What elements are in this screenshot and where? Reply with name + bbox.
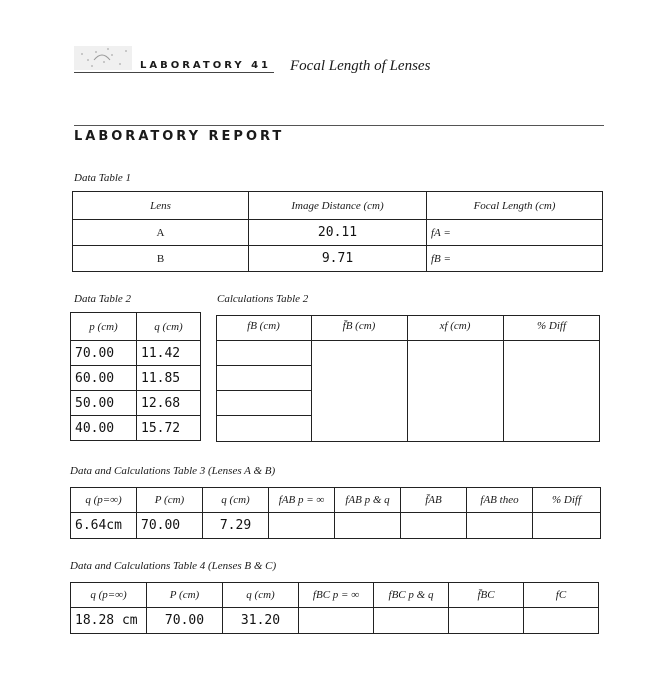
header-pct-diff: % Diff xyxy=(536,320,567,332)
publisher-logo xyxy=(74,46,132,70)
table-row xyxy=(73,220,603,246)
header-q: q (cm) xyxy=(137,313,201,341)
header-fbc-pq: fBC p & q xyxy=(374,583,449,608)
table-row xyxy=(71,513,601,539)
fbc-avg-cell xyxy=(449,608,524,634)
q-cell: 11.85 xyxy=(137,366,201,391)
fab-avg-cell xyxy=(401,513,467,539)
lens-cell: B xyxy=(73,246,249,272)
header-fab-theo: fAB theo xyxy=(467,488,533,513)
focal-length-cell: fB = xyxy=(427,246,603,272)
p-cell: 70.00 xyxy=(147,608,223,634)
data-table-3 xyxy=(70,487,601,539)
p-cell: 40.00 xyxy=(71,416,137,441)
header-fc: fC xyxy=(524,583,599,608)
image-distance-cell: 9.71 xyxy=(249,246,427,272)
lens-cell: A xyxy=(73,220,249,246)
header-fbc-avg: f̄BC xyxy=(449,583,524,608)
lab-number: LABORATORY 41 xyxy=(140,60,272,71)
header-q: q (cm) xyxy=(203,488,269,513)
data-table-4 xyxy=(70,582,599,634)
table3-caption: Data and Calculations Table 3 (Lenses A & B) xyxy=(70,465,276,477)
q-cell: 31.20 xyxy=(223,608,299,634)
p-cell: 70.00 xyxy=(71,341,137,366)
q-cell: 15.72 xyxy=(137,416,201,441)
fbc-pq-cell xyxy=(374,608,449,634)
table-row xyxy=(73,246,603,272)
header-q-inf: q (p=∞) xyxy=(71,488,137,513)
header-fb: fB (cm) xyxy=(247,320,280,332)
p-cell: 50.00 xyxy=(71,391,137,416)
pct-diff-cell xyxy=(533,513,601,539)
fbc-inf-cell xyxy=(299,608,374,634)
data-table-2 xyxy=(70,312,201,441)
header-fab-pq: fAB p & q xyxy=(335,488,401,513)
header-fab-avg: f̄AB xyxy=(401,488,467,513)
q-cell: 7.29 xyxy=(203,513,269,539)
table-row xyxy=(71,366,201,391)
q-cell: 12.68 xyxy=(137,391,201,416)
section-rule xyxy=(74,125,604,126)
header-q: q (cm) xyxy=(223,583,299,608)
header-fbc-inf: fBC p = ∞ xyxy=(299,583,374,608)
table2-caption: Data Table 2 xyxy=(74,293,132,305)
lab-title: Focal Length of Lenses xyxy=(290,58,431,74)
table-row xyxy=(71,391,201,416)
header-fb-avg: f̄B (cm) xyxy=(342,320,376,332)
p-cell: 60.00 xyxy=(71,366,137,391)
header-lens: Lens xyxy=(73,192,249,220)
report-title: LABORATORY REPORT xyxy=(74,129,285,144)
header-q-inf: q (p=∞) xyxy=(71,583,147,608)
focal-length-cell: fA = xyxy=(427,220,603,246)
q-inf-cell: 6.64cm xyxy=(71,513,137,539)
header-p: p (cm) xyxy=(71,313,137,341)
q-cell: 11.42 xyxy=(137,341,201,366)
p-cell: 70.00 xyxy=(137,513,203,539)
image-distance-cell: 20.11 xyxy=(249,220,427,246)
fab-inf-cell xyxy=(269,513,335,539)
table-row xyxy=(71,416,201,441)
calc2-caption: Calculations Table 2 xyxy=(217,293,309,305)
header-pct-diff: % Diff xyxy=(533,488,601,513)
header-fab-inf: fAB p = ∞ xyxy=(269,488,335,513)
header-p: P (cm) xyxy=(137,488,203,513)
q-inf-cell: 18.28 cm xyxy=(71,608,147,634)
header-xf: xf (cm) xyxy=(439,320,471,332)
header-image-distance: Image Distance (cm) xyxy=(249,192,427,220)
table-row xyxy=(71,341,201,366)
header-p: P (cm) xyxy=(147,583,223,608)
fc-cell xyxy=(524,608,599,634)
header-rule xyxy=(74,72,274,73)
header-focal-length: Focal Length (cm) xyxy=(427,192,603,220)
table1-caption: Data Table 1 xyxy=(74,172,132,184)
table-row xyxy=(71,608,599,634)
table4-caption: Data and Calculations Table 4 (Lenses B & C) xyxy=(70,560,277,572)
data-table-1 xyxy=(72,191,603,272)
fab-pq-cell xyxy=(335,513,401,539)
fab-theo-cell xyxy=(467,513,533,539)
